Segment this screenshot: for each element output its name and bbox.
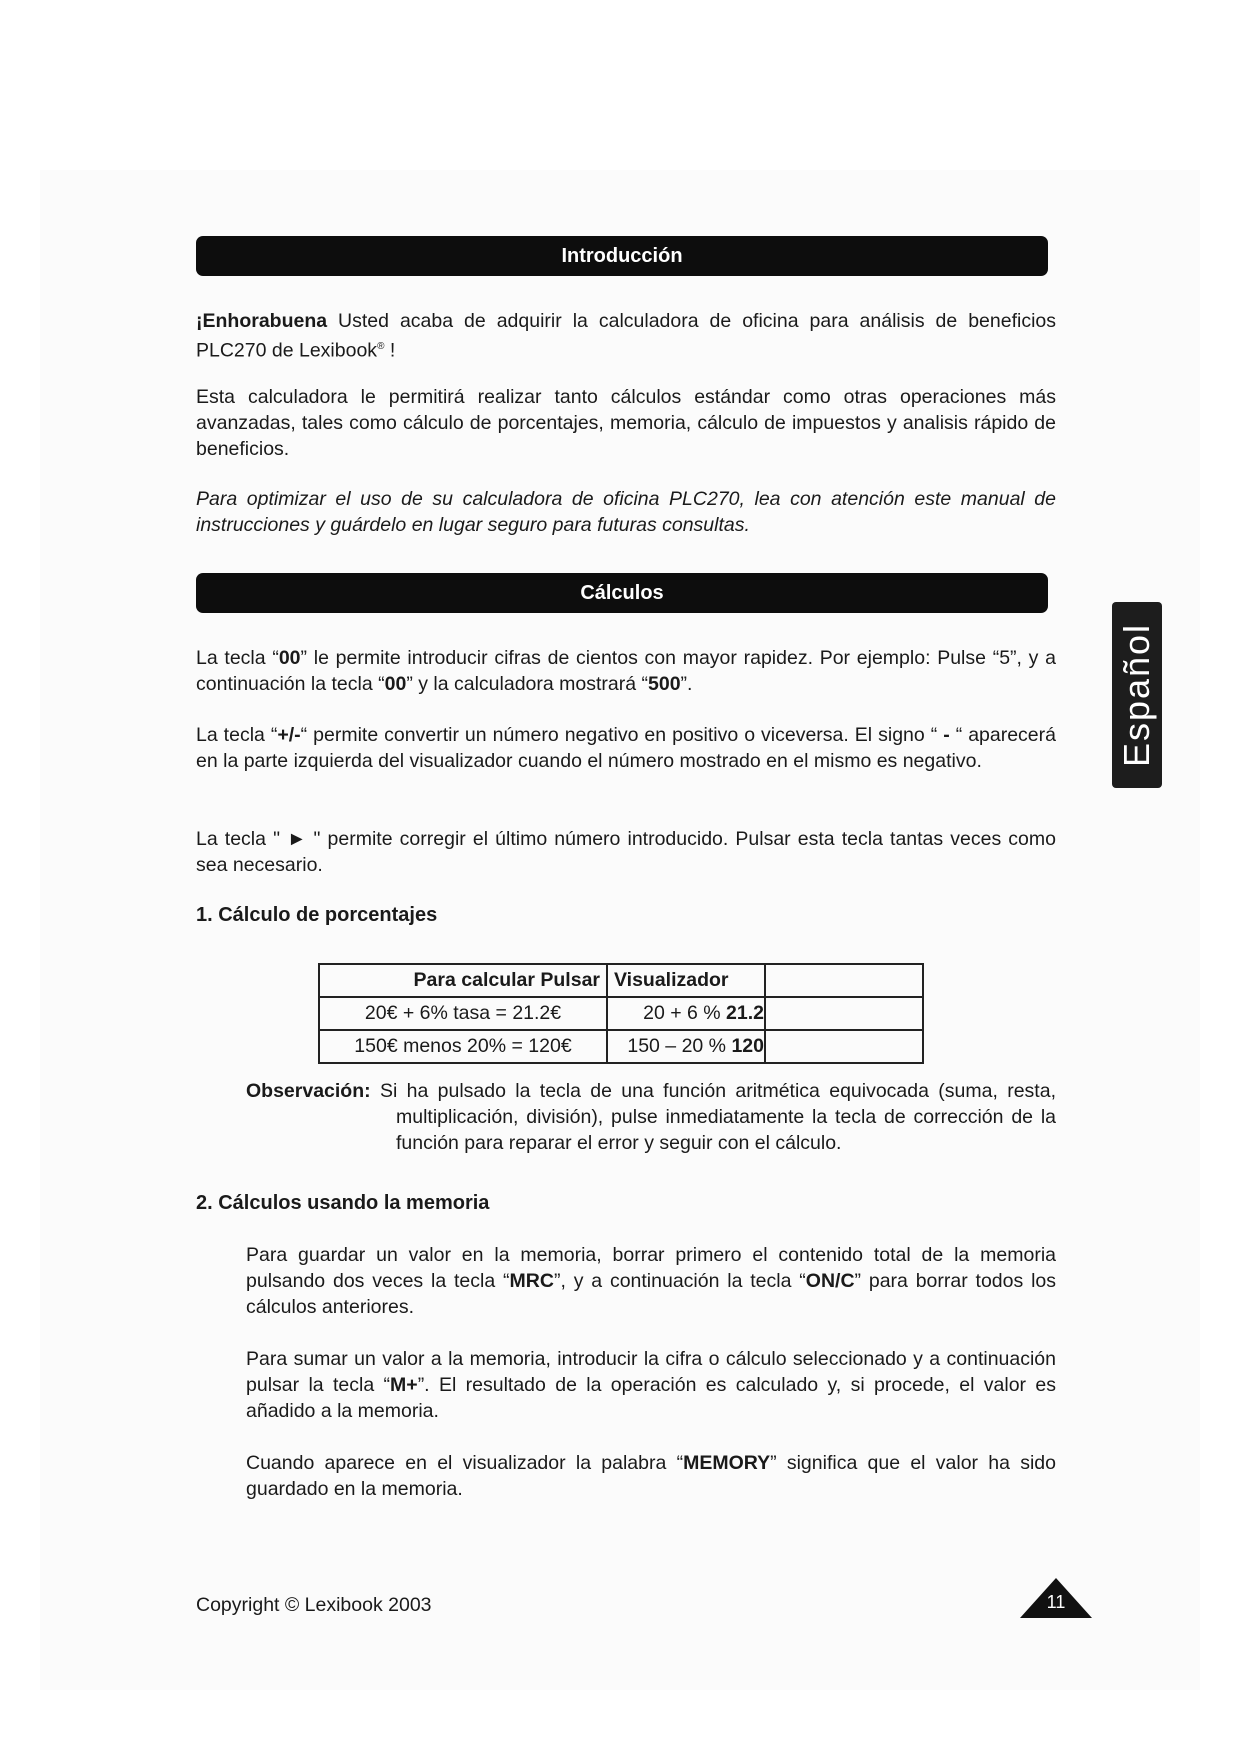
percentage-table [318, 963, 924, 1064]
memory-paragraph-3: Cuando aparece en el visualizador la palabra “MEMORY” significa que el valor ha sido guardado en la memoria. [246, 1452, 1056, 1500]
heading-percentages: 1. Cálculo de porcentajes [196, 904, 438, 926]
table-row [319, 1030, 923, 1063]
intro-bold-word: ¡Enhorabuena [196, 310, 328, 332]
memory-paragraph-1: Para guardar un valor en la memoria, borrar primero el contenido total de la memoria pulsando dos veces la tecla “MRC”, y a continuación la tecla “ON/C” para borrar todos los cálculos anteriores. [246, 1244, 1057, 1318]
table-cell-calc: 150€ menos 20% = 120€ [319, 1030, 607, 1063]
intro-paragraph-2: Esta calculadora le permitirá realizar tanto cálculos estándar como otras operaciones más avanzadas, tales como cálculo de porcentajes, memoria, cálculo de impuestos y analisis rápido de beneficios. [196, 386, 1056, 460]
page-number-badge [1020, 1578, 1092, 1618]
table-header-cell: Visualizador [607, 964, 765, 997]
language-tab: Español [1112, 602, 1162, 788]
calc-paragraph-sign-key: La tecla “+/-“ permite convertir un número negativo en positivo o viceversa. El signo “ - “ aparecerá en la parte izquierda del visualizador cuando el número mostrado en el mismo es negativo. [196, 724, 1056, 772]
registered-mark: ® [377, 341, 385, 352]
table-empty-cell [765, 997, 923, 1030]
table-header-row [319, 964, 923, 997]
section-header-introduccion: Introducción [196, 236, 1048, 276]
intro-paragraph-1: ¡Enhorabuena Usted acaba de adquirir la calculadora de oficina para análisis de beneficios PLC270 de Lexibook® ! [196, 310, 1056, 362]
copyright-footer: Copyright © Lexibook 2003 [196, 1594, 432, 1616]
arrow-right-icon: ► [287, 828, 307, 850]
table-empty-cell [765, 964, 923, 997]
intro-paragraph-3: Para optimizar el uso de su calculadora de oficina PLC270, lea con atención este manual de instrucciones y guárdelo en lugar seguro para futuras consultas. [196, 488, 1056, 536]
calc-paragraph-00-key: La tecla “00” le permite introducir cifras de cientos con mayor rapidez. Por ejemplo: Pulse “5”, y a continuación la tecla “00” y la calculadora mostrará “500”. [196, 647, 1056, 695]
table-cell-keys: 20 + 6 % 21.2 [607, 997, 765, 1030]
memory-paragraph-2: Para sumar un valor a la memoria, introducir la cifra o cálculo seleccionado y a continuación pulsar la tecla “M+”. El resultado de la operación es calculado y, si procede, el valor es añadido a la memoria. [246, 1348, 1056, 1422]
page-number: 11 [1046, 1592, 1066, 1612]
table-cell-calc: 20€ + 6% tasa = 21.2€ [319, 997, 607, 1030]
table-cell-keys: 150 – 20 % 120 [607, 1030, 765, 1063]
table-row [319, 997, 923, 1030]
calc-paragraph-backspace-key: La tecla " ► " permite corregir el último número introducido. Pulsar esta tecla tantas veces como sea necesario. [196, 828, 1056, 876]
heading-memory: 2. Cálculos usando la memoria [196, 1192, 490, 1214]
observation-label: Observación: [246, 1080, 371, 1102]
section-header-calculos: Cálculos [196, 573, 1048, 613]
table-empty-cell [765, 1030, 923, 1063]
table-header-cell: Para calcular Pulsar [319, 964, 607, 997]
